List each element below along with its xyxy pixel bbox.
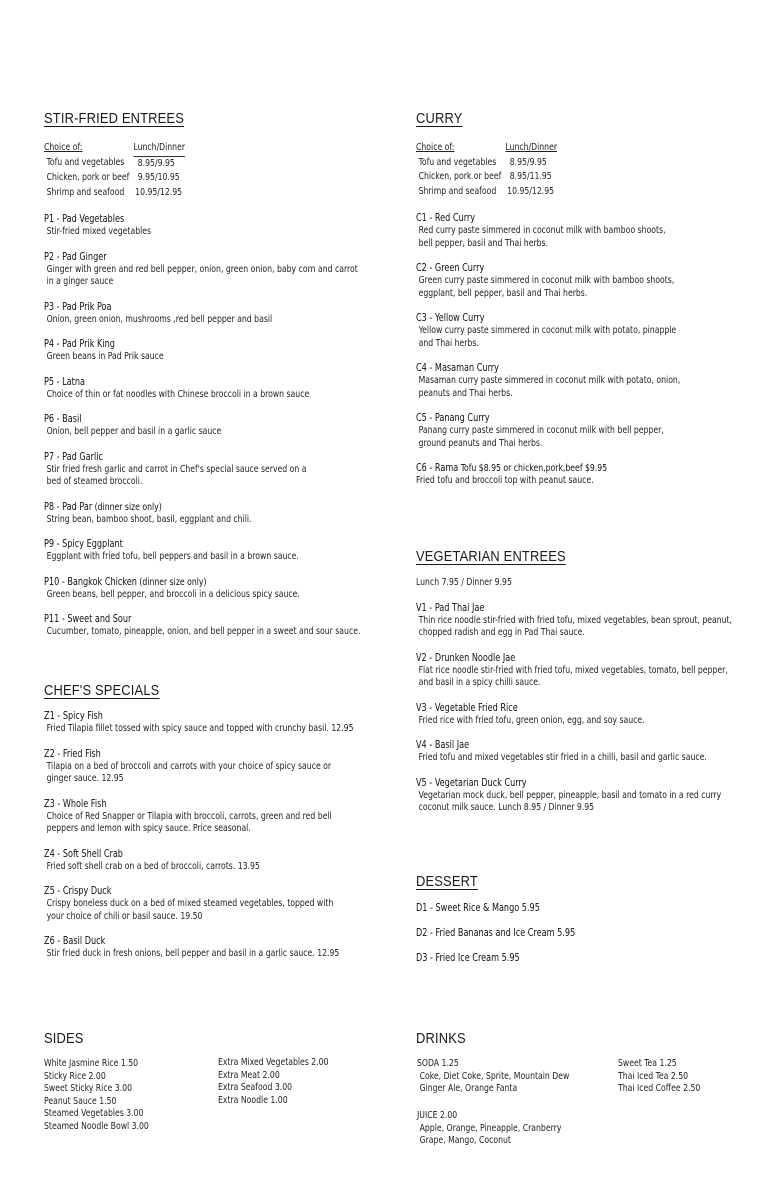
side-item: Sticky Rice 2.00 xyxy=(44,1070,106,1082)
item-name: C1 - Red Curry xyxy=(416,212,476,224)
item-desc: Fried rice with fried tofu, green onion, egg, and soy sauce. xyxy=(418,714,645,726)
item-note: (dinner size only) xyxy=(92,501,162,513)
menu-item xyxy=(416,776,722,815)
item-desc: Fried soft shell crab on a bed of broccoli, carrots. 13.95 xyxy=(46,860,260,872)
menu-item xyxy=(416,651,728,690)
item-desc: Panang curry paste simmered in coconut milk with bell pepper, xyxy=(418,425,664,436)
drinks-section xyxy=(416,1030,756,1146)
item-name: P9 - Spicy Eggplant xyxy=(44,538,123,550)
item-desc: Ginger with green and red bell pepper, onion, green onion, baby corn and carrot xyxy=(46,263,358,275)
item-name: Z5 - Crispy Duck xyxy=(44,885,112,897)
vegetarian-section xyxy=(416,548,756,827)
item-desc: your choice of chili or basil sauce. 19.50 xyxy=(46,910,203,922)
vegetarian-items xyxy=(416,601,733,815)
item-desc: Masaman curry paste simmered in coconut milk with potato, onion, xyxy=(418,375,681,386)
menu-item xyxy=(44,935,340,961)
soda-group xyxy=(417,1058,569,1096)
chef-specials-section xyxy=(44,682,384,973)
price-row-value: 10.95/12.95 xyxy=(507,185,555,197)
price-row-value: 10.95/12.95 xyxy=(135,186,183,198)
price-row xyxy=(44,171,185,186)
price-table-header xyxy=(416,141,557,156)
drink-category: SODA 1.25 xyxy=(417,1058,459,1069)
item-desc: Green beans, bell pepper, and broccoli in a delicious spicy sauce. xyxy=(46,588,300,600)
item-desc: Fried tofu and mixed vegetables stir fried in a chilli, basil and garlic sauce. xyxy=(418,752,707,763)
price-row-choice: Shrimp and seafood xyxy=(46,186,125,198)
menu-item xyxy=(44,413,336,439)
lunch-dinner-label: Lunch/Dinner xyxy=(505,142,558,153)
item-name: P5 - Latna xyxy=(44,375,85,388)
item-desc: eggplant, bell pepper, basil and Thai herbs. xyxy=(418,287,588,299)
chef-specials-items xyxy=(44,710,354,961)
side-item: Extra Seafood 3.00 xyxy=(218,1082,293,1093)
item-desc: Crispy boneless duck on a bed of mixed steamed vegetables, topped with xyxy=(46,898,334,909)
sides-list-1 xyxy=(44,1058,149,1133)
menu-item xyxy=(416,312,708,350)
item-desc: Fried tofu and broccoli top with peanut sauce. xyxy=(416,475,594,486)
price-row-choice: Tofu and vegetables xyxy=(46,157,125,169)
item-name: V3 - Vegetable Fried Rice xyxy=(416,701,518,714)
dessert-item xyxy=(416,952,708,965)
price-row-value: 9.95/10.95 xyxy=(137,172,180,183)
sides-list-2 xyxy=(218,1057,329,1107)
menu-item xyxy=(44,501,336,527)
menu-item xyxy=(44,576,336,602)
curry-section xyxy=(416,110,756,500)
item-name: P2 - Pad Ginger xyxy=(44,250,107,263)
menu-item xyxy=(416,601,733,640)
lunch-dinner-label: Lunch/Dinner xyxy=(133,142,186,153)
menu-item xyxy=(44,250,358,289)
item-name-text: P8 - Pad Par xyxy=(44,500,93,513)
item-desc: Yellow curry paste simmered in coconut milk with potato, pinapple xyxy=(418,325,677,336)
menu-item xyxy=(416,702,708,728)
drink-category: JUICE 2.00 xyxy=(417,1110,458,1121)
item-desc: bell pepper, basil and Thai herbs. xyxy=(418,237,549,249)
price-row-choice: Chicken, pork or beef xyxy=(46,172,130,183)
item-name: C2 - Green Curry xyxy=(416,262,485,274)
side-item: Extra Meat 2.00 xyxy=(218,1069,280,1081)
menu-item xyxy=(44,451,336,489)
item-price-text: Tofu $8.95 or chicken,pork,beef $9.95 xyxy=(458,463,608,474)
menu-item xyxy=(44,301,336,327)
item-desc: Stir-fried mixed vegetables xyxy=(46,226,152,237)
price-table-stir-fried xyxy=(44,141,336,200)
item-price-text: 5.95 xyxy=(499,952,520,964)
item-desc: Onion, bell pepper and basil in a garlic sauce xyxy=(46,426,222,437)
section-title-vegetarian: VEGETARIAN ENTREES xyxy=(416,548,566,565)
item-desc: Stir fried duck in fresh onions, bell pepper and basil in a garlic sauce. 12.95 xyxy=(46,948,340,959)
side-item: Extra Mixed Vegetables 2.00 xyxy=(218,1057,329,1068)
choice-of-label: Choice of: xyxy=(44,142,83,154)
item-desc: Stir fried fresh garlic and carrot in Chef's special sauce served on a xyxy=(46,463,307,475)
side-item: White Jasmine Rice 1.50 xyxy=(44,1058,139,1069)
item-desc: Vegetarian mock duck, bell pepper, pineapple, basil and tomato in a red curry xyxy=(418,789,722,801)
item-price-text: 5.95 xyxy=(554,927,576,939)
choice-of-label: Choice of: xyxy=(416,142,455,153)
drink-options: Coke, Diet Coke, Sprite, Mountain Dew xyxy=(419,1070,570,1082)
item-desc: bed of steamed broccoli. xyxy=(46,476,143,487)
menu-item xyxy=(44,710,354,736)
item-name: Z6 - Basil Duck xyxy=(44,935,106,947)
item-name: C4 - Masaman Curry xyxy=(416,362,499,374)
item-name: V1 - Pad Thai Jae xyxy=(416,601,485,614)
item-desc: Choice of thin or fat noodles with Chinese broccoli in a brown sauce xyxy=(46,388,310,400)
price-row-value: 8.95/9.95 xyxy=(509,156,547,168)
sides-section xyxy=(44,1030,384,1132)
dessert-section xyxy=(416,873,756,965)
price-row-value: 8.95/11.95 xyxy=(509,171,552,182)
item-name: Z2 - Fried Fish xyxy=(44,747,101,760)
menu-item xyxy=(416,739,708,765)
menu-item xyxy=(44,376,336,402)
menu-item xyxy=(416,362,708,400)
section-title-sides: SIDES xyxy=(44,1030,84,1047)
price-table-header xyxy=(44,141,185,156)
dessert-items xyxy=(416,902,708,965)
item-name xyxy=(44,576,336,589)
item-desc: Onion, green onion, mushrooms ,red bell pepper and basil xyxy=(46,313,273,325)
price-row xyxy=(416,185,557,200)
menu-item xyxy=(44,613,361,639)
side-item: Peanut Sauce 1.50 xyxy=(44,1095,117,1107)
item-name: P7 - Pad Garlic xyxy=(44,450,103,463)
drink-options: Ginger Ale, Orange Fanta xyxy=(419,1083,518,1094)
item-desc: String bean, bamboo shoot, basil, eggplant and chili. xyxy=(46,513,252,525)
item-desc: and Thai herbs. xyxy=(418,337,479,349)
item-name xyxy=(416,462,708,475)
vegetarian-price: Lunch 7.95 / Dinner 9.95 xyxy=(416,577,512,588)
price-row xyxy=(44,156,185,171)
menu-item xyxy=(416,262,708,300)
section-title-drinks: DRINKS xyxy=(416,1030,466,1047)
item-name-text: D1 - Sweet Rice & Mango xyxy=(416,902,520,914)
item-desc: Fried Tilapia fillet tossed with spicy sauce and topped with crunchy basil. 12.95 xyxy=(46,723,354,734)
item-desc: Thin rice noodle stir-fried with fried tofu, mixed vegetables, bean sprout, peanut, xyxy=(418,614,733,626)
drink-options: Grape, Mango, Coconut xyxy=(419,1135,511,1146)
menu-item xyxy=(416,462,708,488)
menu-item xyxy=(44,885,336,923)
item-name: P6 - Basil xyxy=(44,413,82,425)
item-desc: Green beans in Pad Prik sauce xyxy=(46,351,164,362)
menu-item xyxy=(44,338,336,364)
item-name: V4 - Basil Jae xyxy=(416,739,470,751)
item-name: Z3 - Whole Fish xyxy=(44,797,107,810)
item-desc: ginger sauce. 12.95 xyxy=(46,773,124,784)
item-name-text: P10 - Bangkok Chicken xyxy=(44,575,137,588)
side-item: Steamed Noodle Bowl 3.00 xyxy=(44,1120,149,1132)
item-name: P4 - Pad Prik King xyxy=(44,338,115,350)
item-desc: and basil in a spicy chilli sauce. xyxy=(418,677,541,688)
drink-item: Thai Iced Coffee 2.50 xyxy=(618,1083,701,1094)
item-name: Z1 - Spicy Fish xyxy=(44,710,103,722)
item-desc: Green curry paste simmered in coconut milk with bamboo shoots, xyxy=(418,275,675,286)
item-desc: chopped radish and egg in Pad Thai sauce. xyxy=(418,627,585,638)
menu-item xyxy=(416,212,708,250)
item-name: V5 - Vegetarian Duck Curry xyxy=(416,776,527,789)
price-row-choice: Tofu and vegetables xyxy=(418,156,497,168)
item-name: C3 - Yellow Curry xyxy=(416,312,485,324)
item-desc: in a ginger sauce xyxy=(46,276,114,287)
drink-item: Sweet Tea 1.25 xyxy=(618,1058,677,1069)
item-name: P1 - Pad Vegetables xyxy=(44,213,125,225)
item-name: P11 - Sweet and Sour xyxy=(44,613,132,625)
menu-item xyxy=(44,538,336,564)
menu-item xyxy=(44,213,336,239)
item-name-text: D2 - Fried Bananas and Ice Cream xyxy=(416,927,555,939)
item-desc: ground peanuts and Thai herbs. xyxy=(418,437,543,449)
price-row xyxy=(416,170,557,185)
price-table-curry xyxy=(416,141,708,199)
item-desc: Tilapia on a bed of broccoli and carrots with your choice of spicy sauce or xyxy=(46,760,332,772)
juice-group xyxy=(417,1110,561,1148)
item-name xyxy=(44,501,336,514)
section-title-stir-fried: STIR-FRIED ENTREES xyxy=(44,110,184,127)
section-title-curry: CURRY xyxy=(416,110,463,127)
item-desc: coconut milk sauce. Lunch 8.95 / Dinner 9.95 xyxy=(418,802,595,813)
item-name-text: C6 - Rama xyxy=(416,462,459,474)
item-name: P3 - Pad Prik Poa xyxy=(44,300,112,313)
curry-items xyxy=(416,212,708,488)
item-desc: Choice of Red Snapper or Tilapia with broccoli, carrots, green and red bell xyxy=(46,810,332,822)
item-desc: Red curry paste simmered in coconut milk with bamboo shoots, xyxy=(418,225,666,236)
section-title-dessert: DESSERT xyxy=(416,873,478,890)
side-item: Extra Noodle 1.00 xyxy=(218,1094,288,1106)
item-desc: peanuts and Thai herbs. xyxy=(418,387,513,399)
menu-item xyxy=(44,798,336,836)
other-drinks-group xyxy=(618,1058,700,1096)
price-row-choice: Chicken, pork or beef xyxy=(418,171,502,182)
menu-item xyxy=(44,848,336,874)
item-name: Z4 - Soft Shell Crab xyxy=(44,847,123,860)
drink-item: Thai Iced Tea 2.50 xyxy=(618,1070,689,1082)
dessert-item xyxy=(416,927,708,940)
drink-options: Apple, Orange, Pineapple, Cranberry xyxy=(419,1122,562,1134)
side-item: Sweet Sticky Rice 3.00 xyxy=(44,1083,133,1094)
item-price-text: 5.95 xyxy=(519,902,540,914)
menu-item xyxy=(416,412,708,450)
section-title-chef-specials: CHEF'S SPECIALS xyxy=(44,682,160,699)
item-note: (dinner size only) xyxy=(136,576,207,588)
item-name: C5 - Panang Curry xyxy=(416,412,490,424)
dessert-item xyxy=(416,902,708,915)
item-desc: Flat rice noodle stir-fried with fried tofu, mixed vegetables, tomato, bell pepper, xyxy=(418,664,728,676)
price-row xyxy=(416,156,557,171)
stir-fried-items xyxy=(44,213,361,639)
price-row-value: 8.95/9.95 xyxy=(137,157,175,169)
item-name: V2 - Drunken Noodle Jae xyxy=(416,651,516,664)
stir-fried-section xyxy=(44,110,384,651)
item-name-text: D3 - Fried Ice Cream xyxy=(416,952,500,964)
item-desc: peppers and lemon with spicy sauce. Price seasonal. xyxy=(46,823,251,834)
menu-item xyxy=(44,748,336,786)
item-desc: Eggplant with fried tofu, bell peppers and basil in a brown sauce. xyxy=(46,551,299,562)
item-desc: Cucumber, tomato, pineapple, onion, and bell pepper in a sweet and sour sauce. xyxy=(46,626,361,637)
price-row-choice: Shrimp and seafood xyxy=(418,185,497,197)
price-row xyxy=(44,186,185,201)
side-item: Steamed Vegetables 3.00 xyxy=(44,1108,144,1119)
